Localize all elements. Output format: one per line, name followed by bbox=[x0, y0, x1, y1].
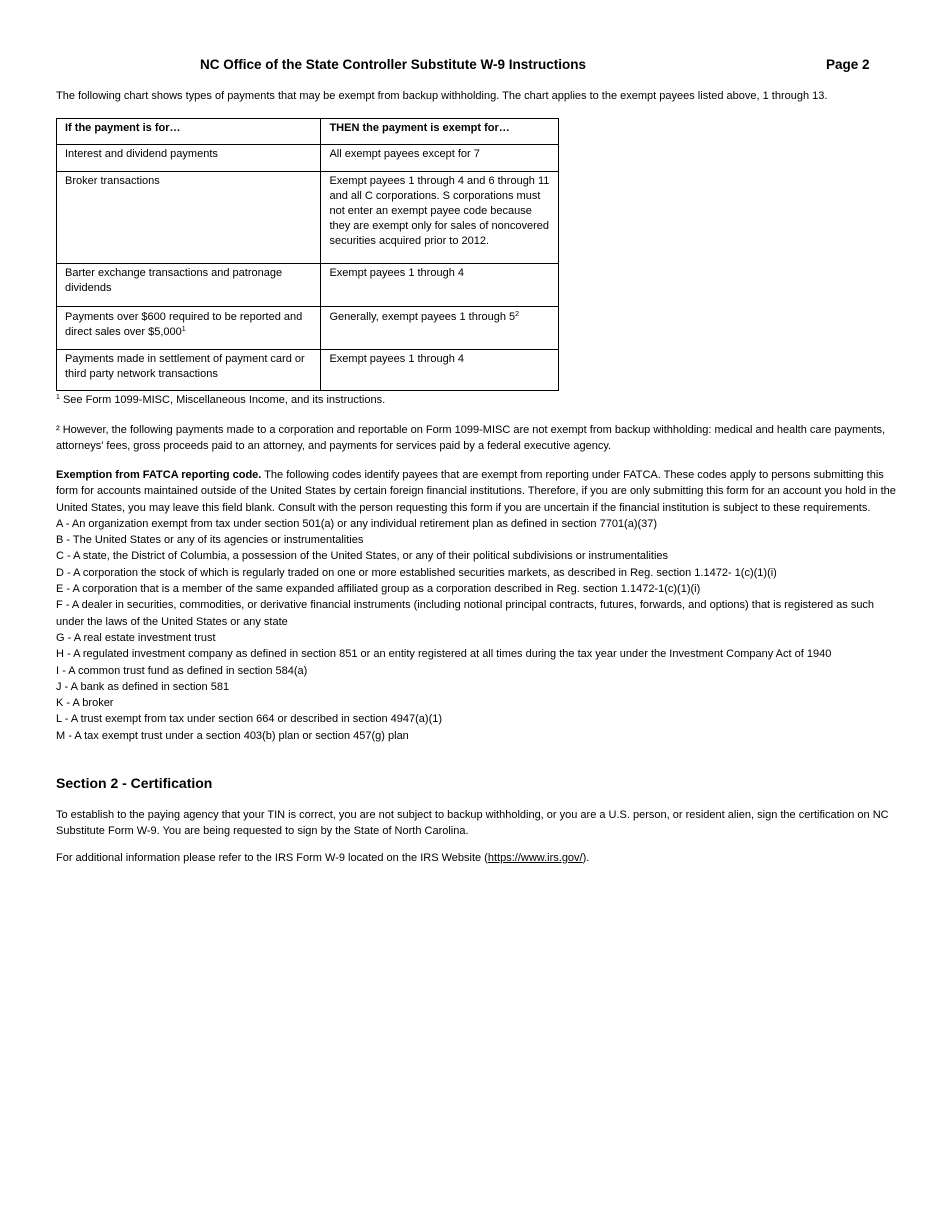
table-row bbox=[57, 307, 559, 350]
list-item: G - A real estate investment trust bbox=[56, 631, 216, 644]
list-item: J - A bank as defined in section 581 bbox=[56, 680, 230, 693]
list-item: L - A trust exempt from tax under section 664 or described in section 4947(a)(1) bbox=[56, 713, 443, 726]
exempt-payments-table bbox=[56, 118, 559, 391]
page-number: Page 2 bbox=[826, 57, 870, 72]
payment-text: Payments over $600 required to be reported and direct sales over $5,000 bbox=[65, 311, 303, 338]
additional-info-paragraph bbox=[56, 851, 901, 866]
list-item: A - An organization exempt from tax under section 501(a) or any individual retirement plan as defined in section 7701(a)(37) bbox=[56, 517, 658, 530]
fatca-paragraph bbox=[56, 467, 896, 516]
footnote-ref-2: 2 bbox=[515, 311, 520, 318]
list-item: D - A corporation the stock of which is regularly traded on one or more established securities markets, as described in Reg. section 1.1472- 1(c)(1)(i) bbox=[56, 566, 777, 579]
footnote-1-mark: 1 bbox=[56, 394, 60, 401]
table-cell-payment: Barter exchange transactions and patronage dividends bbox=[57, 264, 321, 307]
exempt-text: Generally, exempt payees 1 through 5 bbox=[329, 311, 516, 323]
table-cell-exempt: All exempt payees except for 7 bbox=[321, 145, 559, 172]
table-cell-exempt: Exempt payees 1 through 4 and 6 through 11 and all C corporations. S corporations must not enter an exempt payee code because they are exempt only for sales of noncovered securities acquired prior to 2012. bbox=[321, 172, 559, 264]
fatca-section bbox=[56, 467, 896, 744]
page-title: NC Office of the State Controller Substitute W-9 Instructions bbox=[200, 57, 586, 72]
table-cell-exempt bbox=[321, 307, 559, 350]
list-item: C - A state, the District of Columbia, a possession of the United States, or any of their political subdivisions or instrumentalities bbox=[56, 550, 669, 563]
footnote-1 bbox=[56, 393, 385, 408]
table-header-row bbox=[57, 119, 559, 145]
table-cell-payment: Interest and dividend payments bbox=[57, 145, 321, 172]
table-row bbox=[57, 145, 559, 172]
table-cell-payment bbox=[57, 307, 321, 350]
additional-info-suffix: ). bbox=[582, 852, 590, 864]
list-item: B - The United States or any of its agencies or instrumentalities bbox=[56, 534, 364, 547]
table-row bbox=[57, 350, 559, 391]
table-row bbox=[57, 172, 559, 264]
intro-paragraph: The following chart shows types of payments that may be exempt from backup withholding. The chart applies to the exempt payees listed above, 1 through 13. bbox=[56, 90, 828, 102]
irs-website-link[interactable]: https://www.irs.gov/ bbox=[487, 852, 583, 864]
additional-info-prefix: For additional information please refer to the IRS Form W-9 located on the IRS Website ( bbox=[56, 852, 488, 864]
list-item: H - A regulated investment company as defined in section 851 or an entity registered at all times during the tax year under the Investment Company Act of 1940 bbox=[56, 648, 832, 661]
table-cell-payment: Broker transactions bbox=[57, 172, 321, 264]
footnote-1-text: See Form 1099-MISC, Miscellaneous Income, and its instructions. bbox=[62, 394, 386, 406]
list-item: I - A common trust fund as defined in section 584(a) bbox=[56, 664, 308, 677]
list-item: F - A dealer in securities, commodities, or derivative financial instruments (including notional principal contracts, futures, forwards, and options) that is registered as such under the laws of the United States or any state bbox=[56, 599, 875, 628]
footnote-ref-1: 1 bbox=[181, 326, 186, 333]
fatca-heading: Exemption from FATCA reporting code. bbox=[56, 469, 262, 481]
section-2-paragraph: To establish to the paying agency that your TIN is correct, you are not subject to backup withholding, or you are a U.S. person, or resident alien, sign the certification on NC Substitute Form W-9. You are being requested to sign by the State of North Carolina. bbox=[56, 809, 889, 837]
list-item: E - A corporation that is a member of the same expanded affiliated group as a corporation described in Reg. section 1.1472-1(c)(1)(i) bbox=[56, 583, 701, 596]
section-2-heading: Section 2 - Certification bbox=[56, 775, 213, 791]
table-cell-payment: Payments made in settlement of payment card or third party network transactions bbox=[57, 350, 321, 391]
fatca-code-list bbox=[56, 516, 896, 744]
table-cell-exempt: Exempt payees 1 through 4 bbox=[321, 264, 559, 307]
table-header-payment: If the payment is for… bbox=[57, 119, 321, 145]
table-header-exempt: THEN the payment is exempt for… bbox=[321, 119, 559, 145]
fatca-text: The following codes identify payees that are exempt from reporting under FATCA. These codes apply to persons submitting this form for accounts maintained outside of the United States by certain foreign financial institutions. Therefore, if you are only submitting this form for an account you hold in the United States, you may leave this field blank. Consult with the person requesting this form if you are uncertain if the financial institution is subject to these requirements. bbox=[56, 469, 896, 514]
list-item: K - A broker bbox=[56, 697, 114, 710]
list-item: M - A tax exempt trust under a section 403(b) plan or section 457(g) plan bbox=[56, 729, 409, 742]
table-row bbox=[57, 264, 559, 307]
footnote-2: ² However, the following payments made to a corporation and reportable on Form 1099-MISC are not exempt from backup withholding: medical and health care payments, attorneys' fees, gross proceeds paid to an attorney, and payments for services paid by a federal executive agency. bbox=[56, 424, 886, 452]
table-cell-exempt: Exempt payees 1 through 4 bbox=[321, 350, 559, 391]
